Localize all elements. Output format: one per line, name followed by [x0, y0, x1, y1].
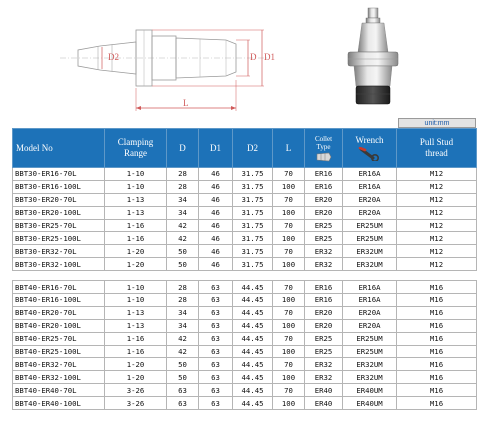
header-l: L	[273, 129, 305, 168]
cell-model-no: BBT30-ER32-70L	[13, 245, 105, 258]
cell-model-no: BBT40-ER32-100L	[13, 371, 105, 384]
cell-l: 100	[273, 397, 305, 410]
cell-l: 70	[273, 245, 305, 258]
cell-pull-stud-thread: M16	[397, 345, 477, 358]
cell-clamping-range: 3-26	[105, 384, 167, 397]
cell-d1: 63	[199, 358, 233, 371]
cell-l: 70	[273, 168, 305, 181]
cell-model-no: BBT40-ER40-100L	[13, 397, 105, 410]
cell-pull-stud-thread: M16	[397, 319, 477, 332]
cell-l: 100	[273, 258, 305, 271]
cell-wrench: ER32UM	[343, 245, 397, 258]
cell-d: 34	[167, 306, 199, 319]
cell-collet-type: ER20	[305, 319, 343, 332]
table-header-row	[13, 129, 477, 168]
cell-l: 70	[273, 219, 305, 232]
cell-d: 42	[167, 332, 199, 345]
cell-pull-stud-thread: M16	[397, 384, 477, 397]
cell-d: 63	[167, 384, 199, 397]
cell-d2: 44.45	[233, 332, 273, 345]
cell-collet-type: ER20	[305, 306, 343, 319]
cell-d: 28	[167, 168, 199, 181]
cell-l: 100	[273, 371, 305, 384]
cell-d1: 46	[199, 193, 233, 206]
separator-cell	[13, 271, 105, 281]
header-collet-type: Collet Type	[305, 129, 343, 168]
cell-d: 42	[167, 232, 199, 245]
cell-model-no: BBT30-ER25-100L	[13, 232, 105, 245]
cell-model-no: BBT40-ER25-100L	[13, 345, 105, 358]
cell-d2: 31.75	[233, 219, 273, 232]
group-separator	[13, 271, 477, 281]
cell-pull-stud-thread: M16	[397, 294, 477, 307]
cell-collet-type: ER16	[305, 281, 343, 294]
cell-collet-type: ER40	[305, 384, 343, 397]
cell-collet-type: ER32	[305, 245, 343, 258]
cell-wrench: ER25UM	[343, 332, 397, 345]
cell-pull-stud-thread: M12	[397, 193, 477, 206]
table-row	[13, 332, 477, 345]
cell-collet-type: ER20	[305, 206, 343, 219]
header-d2: D2	[233, 129, 273, 168]
cell-d: 34	[167, 206, 199, 219]
cell-clamping-range: 1-20	[105, 371, 167, 384]
cell-wrench: ER32UM	[343, 258, 397, 271]
wrench-icon	[358, 147, 382, 161]
cell-collet-type: ER25	[305, 345, 343, 358]
cell-d1: 63	[199, 345, 233, 358]
l-dimension-label: L	[183, 98, 189, 108]
cell-d1: 46	[199, 180, 233, 193]
cell-d2: 44.45	[233, 294, 273, 307]
cell-pull-stud-thread: M16	[397, 358, 477, 371]
cell-wrench: ER16A	[343, 180, 397, 193]
cell-d2: 31.75	[233, 258, 273, 271]
cell-d1: 63	[199, 384, 233, 397]
tool-holder-photo	[338, 6, 408, 110]
cell-d2: 31.75	[233, 193, 273, 206]
cell-pull-stud-thread: M12	[397, 219, 477, 232]
cell-collet-type: ER25	[305, 219, 343, 232]
cell-wrench: ER32UM	[343, 358, 397, 371]
cell-clamping-range: 1-10	[105, 294, 167, 307]
cell-d1: 63	[199, 281, 233, 294]
cell-collet-type: ER25	[305, 332, 343, 345]
cell-d2: 31.75	[233, 245, 273, 258]
cell-wrench: ER16A	[343, 168, 397, 181]
cell-collet-type: ER20	[305, 193, 343, 206]
cell-collet-type: ER32	[305, 258, 343, 271]
cell-pull-stud-thread: M12	[397, 206, 477, 219]
table-row	[13, 245, 477, 258]
cell-d: 50	[167, 258, 199, 271]
cell-d: 50	[167, 371, 199, 384]
cell-clamping-range: 1-10	[105, 281, 167, 294]
cell-model-no: BBT30-ER16-100L	[13, 180, 105, 193]
cell-pull-stud-thread: M12	[397, 245, 477, 258]
cell-l: 100	[273, 319, 305, 332]
cell-d1: 63	[199, 319, 233, 332]
cell-collet-type: ER16	[305, 180, 343, 193]
cell-d2: 44.45	[233, 358, 273, 371]
table-row	[13, 397, 477, 410]
cell-d2: 44.45	[233, 306, 273, 319]
unit-label: unit:mm	[398, 118, 476, 128]
table-row	[13, 180, 477, 193]
cell-d: 34	[167, 319, 199, 332]
tool-holder-drawing	[0, 0, 480, 118]
table-row	[13, 281, 477, 294]
cell-pull-stud-thread: M16	[397, 397, 477, 410]
table-row	[13, 319, 477, 332]
cell-l: 100	[273, 180, 305, 193]
cell-wrench: ER16A	[343, 281, 397, 294]
cell-l: 70	[273, 281, 305, 294]
cell-d1: 63	[199, 332, 233, 345]
cell-d1: 46	[199, 168, 233, 181]
cell-l: 100	[273, 206, 305, 219]
cell-d1: 63	[199, 371, 233, 384]
separator-cell	[343, 271, 397, 281]
cell-l: 100	[273, 345, 305, 358]
table-row	[13, 168, 477, 181]
cell-pull-stud-thread: M16	[397, 371, 477, 384]
cell-pull-stud-thread: M12	[397, 180, 477, 193]
table-row	[13, 258, 477, 271]
cell-d2: 44.45	[233, 384, 273, 397]
cell-d1: 46	[199, 206, 233, 219]
cell-d: 42	[167, 345, 199, 358]
cell-pull-stud-thread: M16	[397, 281, 477, 294]
cell-d: 63	[167, 397, 199, 410]
collet-icon	[315, 152, 333, 162]
cell-clamping-range: 1-20	[105, 258, 167, 271]
cell-model-no: BBT30-ER20-100L	[13, 206, 105, 219]
cell-d: 28	[167, 281, 199, 294]
cell-clamping-range: 1-16	[105, 332, 167, 345]
d-dimension-label: D	[250, 52, 257, 62]
header-model-no: Model No	[13, 129, 105, 168]
cell-wrench: ER40UM	[343, 384, 397, 397]
cell-collet-type: ER40	[305, 397, 343, 410]
table-row	[13, 358, 477, 371]
cell-wrench: ER25UM	[343, 232, 397, 245]
cell-wrench: ER32UM	[343, 371, 397, 384]
separator-cell	[305, 271, 343, 281]
cell-clamping-range: 1-20	[105, 358, 167, 371]
cell-clamping-range: 1-16	[105, 219, 167, 232]
cell-d: 50	[167, 358, 199, 371]
cell-d: 28	[167, 180, 199, 193]
cell-pull-stud-thread: M12	[397, 232, 477, 245]
cell-model-no: BBT40-ER20-70L	[13, 306, 105, 319]
cell-d2: 44.45	[233, 345, 273, 358]
cell-model-no: BBT40-ER25-70L	[13, 332, 105, 345]
header-wrench: Wrench	[343, 129, 397, 168]
cell-d2: 31.75	[233, 232, 273, 245]
separator-cell	[273, 271, 305, 281]
cell-collet-type: ER32	[305, 358, 343, 371]
cell-clamping-range: 1-20	[105, 245, 167, 258]
cell-d2: 31.75	[233, 168, 273, 181]
cell-model-no: BBT40-ER16-70L	[13, 281, 105, 294]
cell-l: 70	[273, 332, 305, 345]
cell-d1: 46	[199, 232, 233, 245]
cell-l: 70	[273, 384, 305, 397]
cell-wrench: ER25UM	[343, 345, 397, 358]
separator-cell	[167, 271, 199, 281]
separator-cell	[199, 271, 233, 281]
cell-clamping-range: 3-26	[105, 397, 167, 410]
cell-clamping-range: 1-13	[105, 206, 167, 219]
table-row	[13, 206, 477, 219]
cell-pull-stud-thread: M12	[397, 168, 477, 181]
cell-wrench: ER16A	[343, 294, 397, 307]
cell-d2: 31.75	[233, 206, 273, 219]
cell-model-no: BBT40-ER20-100L	[13, 319, 105, 332]
d2-dimension-label: D2	[108, 52, 119, 62]
cell-collet-type: ER32	[305, 371, 343, 384]
cell-d1: 63	[199, 306, 233, 319]
table-body	[13, 168, 477, 410]
cell-model-no: BBT40-ER16-100L	[13, 294, 105, 307]
spec-table	[12, 128, 477, 410]
cell-wrench: ER25UM	[343, 219, 397, 232]
separator-cell	[105, 271, 167, 281]
cell-wrench: ER40UM	[343, 397, 397, 410]
cell-collet-type: ER25	[305, 232, 343, 245]
cell-pull-stud-thread: M16	[397, 306, 477, 319]
cell-d2: 44.45	[233, 319, 273, 332]
table-row	[13, 306, 477, 319]
cell-d2: 44.45	[233, 371, 273, 384]
cell-collet-type: ER16	[305, 294, 343, 307]
cell-clamping-range: 1-13	[105, 319, 167, 332]
header-pull-stud-thread: Pull Stud thread	[397, 129, 477, 168]
d1-dimension-label: D1	[264, 52, 275, 62]
cell-l: 100	[273, 294, 305, 307]
cell-d: 28	[167, 294, 199, 307]
cell-l: 70	[273, 193, 305, 206]
cell-wrench: ER20A	[343, 306, 397, 319]
cell-d2: 31.75	[233, 180, 273, 193]
cell-l: 100	[273, 232, 305, 245]
cell-pull-stud-thread: M12	[397, 258, 477, 271]
table-row	[13, 232, 477, 245]
cell-model-no: BBT30-ER16-70L	[13, 168, 105, 181]
cell-d1: 46	[199, 258, 233, 271]
table-row	[13, 219, 477, 232]
cell-d2: 44.45	[233, 397, 273, 410]
separator-cell	[233, 271, 273, 281]
table-row	[13, 193, 477, 206]
cell-model-no: BBT30-ER25-70L	[13, 219, 105, 232]
cell-wrench: ER20A	[343, 319, 397, 332]
cell-l: 70	[273, 358, 305, 371]
cell-clamping-range: 1-16	[105, 232, 167, 245]
cell-clamping-range: 1-16	[105, 345, 167, 358]
cell-wrench: ER20A	[343, 193, 397, 206]
cell-model-no: BBT30-ER20-70L	[13, 193, 105, 206]
cell-clamping-range: 1-10	[105, 180, 167, 193]
cell-d1: 63	[199, 294, 233, 307]
table-row	[13, 384, 477, 397]
table-row	[13, 371, 477, 384]
cell-model-no: BBT40-ER40-70L	[13, 384, 105, 397]
cell-l: 70	[273, 306, 305, 319]
table-row	[13, 345, 477, 358]
table-row	[13, 294, 477, 307]
cell-pull-stud-thread: M16	[397, 332, 477, 345]
cell-d1: 63	[199, 397, 233, 410]
cell-collet-type: ER16	[305, 168, 343, 181]
cell-d1: 46	[199, 245, 233, 258]
cell-clamping-range: 1-10	[105, 168, 167, 181]
cell-model-no: BBT40-ER32-70L	[13, 358, 105, 371]
cell-d: 50	[167, 245, 199, 258]
header-d1: D1	[199, 129, 233, 168]
cell-d: 34	[167, 193, 199, 206]
separator-cell	[397, 271, 477, 281]
cell-clamping-range: 1-13	[105, 306, 167, 319]
cell-d1: 46	[199, 219, 233, 232]
cell-clamping-range: 1-13	[105, 193, 167, 206]
cell-model-no: BBT30-ER32-100L	[13, 258, 105, 271]
cell-wrench: ER20A	[343, 206, 397, 219]
header-clamping-range: Clamping Range	[105, 129, 167, 168]
cell-d: 42	[167, 219, 199, 232]
header-d: D	[167, 129, 199, 168]
cell-d2: 44.45	[233, 281, 273, 294]
